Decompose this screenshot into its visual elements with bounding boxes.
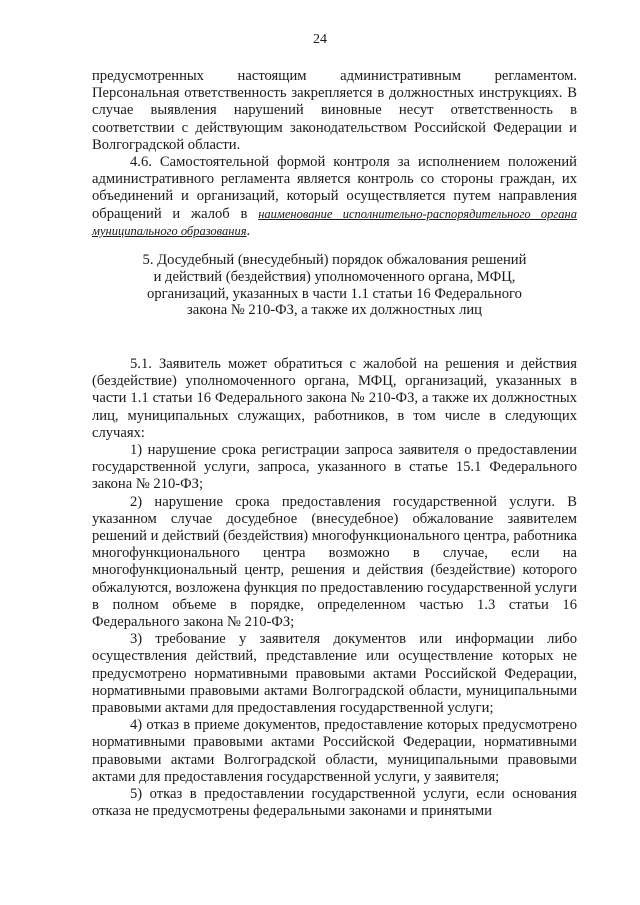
list-item-5: 5) отказ в предоставлении государственной услуги, если основания отказа не предусмотрены федеральными законами и принятыми xyxy=(92,786,577,820)
list-item-2: 2) нарушение срока предоставления государственной услуги. В указанном случае досудебное (внесудебное) обжалование заявителем решений и действий (бездействия) многофункционального центра, работника многофункционального центра возможно в случае, если на многофункциональный центр, решения и действия (бездействие) которого обжалуются, возложена функция по предоставлению государственной услуги в полном объеме в порядке, определенном частью 1.3 статьи 16 Федерального закона № 210-ФЗ; xyxy=(92,493,577,631)
list-item-3: 3) требование у заявителя документов или информации либо осуществления действий, представление или осуществление которых не предусмотрено нормативными правовыми актами Российской Федерации, нормативными правовыми актами Волгоградской области, муниципальными правовыми актами для предоставления государственной услуги; xyxy=(92,631,577,717)
section5-heading xyxy=(92,252,577,319)
paragraph-4-6 xyxy=(92,154,577,240)
paragraph-responsibility: предусмотренных настоящим административным регламентом. Персональная ответственность закрепляется в должностных инструкциях. В случае выявления нарушений виновные несут ответственность в соответствии с действующим законодательством Российской Федерации и Волгоградской области. xyxy=(92,68,577,153)
paragraph-5-1: 5.1. Заявитель может обратиться с жалобой на решения и действия (бездействие) уполномоченного органа, МФЦ, организаций, указанных в части 1.1 статьи 16 Федерального закона № 210-ФЗ, а также их должностных лиц, муниципальных служащих, работников, в том числе в следующих случаях: xyxy=(92,356,577,441)
list-item-4: 4) отказ в приеме документов, предоставление которых предусмотрено нормативными правовыми актами Российской Федерации, нормативными правовыми актами Волгоградской области, муниципальными правовыми актами для предоставления государственной услуги, у заявителя; xyxy=(92,717,577,785)
heading-line: закона № 210-ФЗ, а также их должностных лиц xyxy=(187,302,482,319)
placeholder-organ-name: наименование исполнительно-распорядительного органа муниципального образования xyxy=(92,206,577,238)
list-item-1: 1) нарушение срока регистрации запроса заявителя о предоставлении государственной услуги, запроса, указанного в статье 15.1 Федерального закона № 210-ФЗ; xyxy=(92,442,577,493)
paragraph-4-6-text: 4.6. Самостоятельной формой контроля за исполнением положений административного регламента является контроль со стороны граждан, их объединений и организаций, который осуществляется путем направления обращений и жалоб в xyxy=(92,154,577,222)
heading-line: организаций, указанных в части 1.1 статьи 16 Федерального xyxy=(147,285,522,302)
section4-text xyxy=(92,68,577,240)
heading-line: и действий (бездействия) уполномоченного органа, МФЦ, xyxy=(153,268,516,285)
section5-text xyxy=(92,356,577,820)
paragraph-4-6-end: . xyxy=(246,222,251,239)
heading-line: 5. Досудебный (внесудебный) порядок обжалования решений xyxy=(142,252,527,268)
page-number: 24 xyxy=(313,32,327,47)
